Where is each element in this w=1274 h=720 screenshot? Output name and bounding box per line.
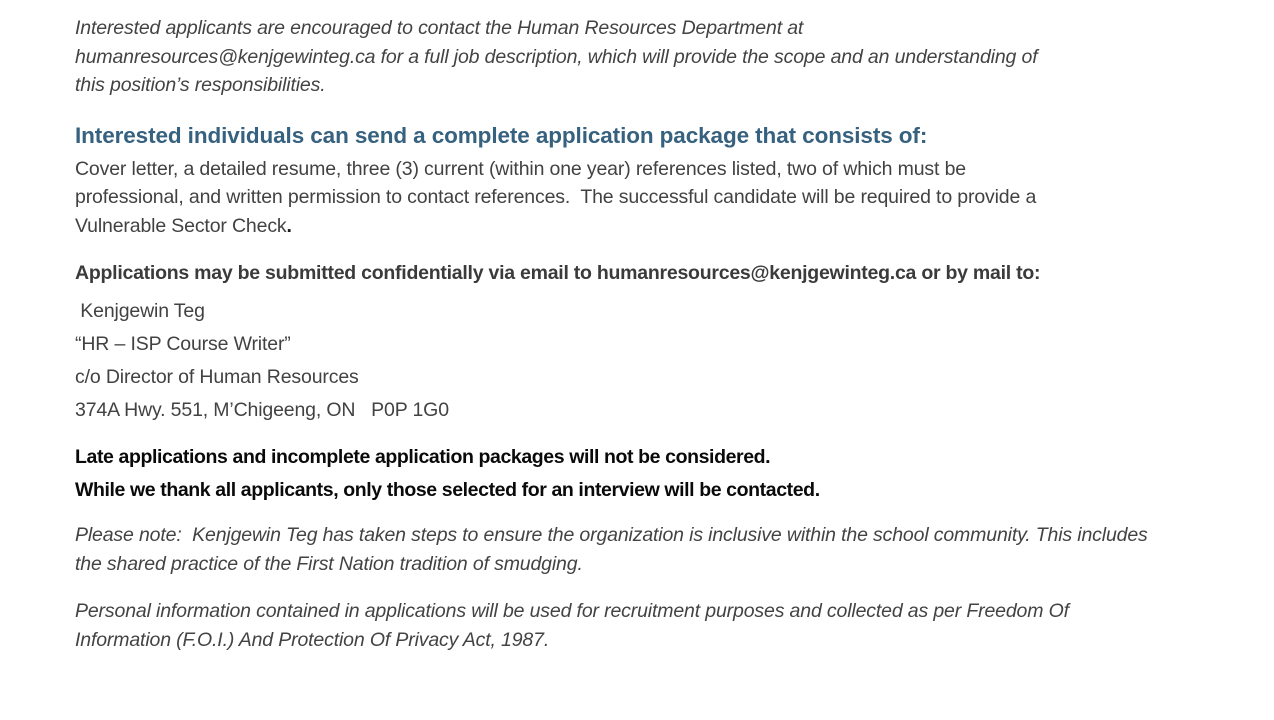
package-line-last [75, 212, 1274, 241]
address-line-organization: Kenjgewin Teg [75, 300, 205, 322]
package-paragraph [75, 155, 1274, 241]
intro-line: Interested applicants are encouraged to contact the Human Resources Department at [75, 17, 804, 39]
notices-block [75, 441, 1274, 507]
smudging-note-paragraph [75, 521, 1274, 579]
intro-line: humanresources@kenjgewinteg.ca for a full job description, which will provide the scope and an understanding of [75, 45, 1038, 68]
late-applications-notice: Late applications and incomplete application packages will not be considered. [75, 446, 771, 468]
address-line-recipient: c/o Director of Human Resources [75, 366, 359, 388]
privacy-line: Personal information contained in applications will be used for recruitment purposes and collected as per Freedom Of [75, 600, 1069, 622]
address-line-position: “HR – ISP Course Writer” [75, 333, 291, 355]
address-line-street: 374A Hwy. 551, M’Chigeeng, ON P0P 1G0 [75, 399, 449, 421]
application-package-heading: Interested individuals can send a complete application package that consists of: [75, 122, 928, 148]
package-line: professional, and written permission to contact references. The successful candidate will be required to provide a [75, 186, 1037, 208]
privacy-paragraph [75, 597, 1274, 655]
package-last-text: Vulnerable Sector Check [75, 214, 287, 237]
intro-paragraph [75, 14, 1274, 100]
interview-selection-notice: While we thank all applicants, only those selected for an interview will be contacted. [75, 479, 820, 501]
note-line: Please note: Kenjgewin Teg has taken steps to ensure the organization is inclusive within the school community. This includes [75, 524, 1148, 546]
intro-line: this position’s responsibilities. [75, 74, 326, 96]
mailing-address-block [75, 295, 1274, 427]
bold-period: . [286, 214, 292, 237]
note-line: the shared practice of the First Nation tradition of smudging. [75, 553, 583, 575]
package-line: Cover letter, a detailed resume, three (3) current (within one year) references listed, two of which must be [75, 157, 966, 180]
privacy-line: Information (F.O.I.) And Protection Of Privacy Act, 1987. [75, 629, 550, 651]
submission-instructions: Applications may be submitted confidentially via email to humanresources@kenjgewinteg.ca or by mail to: [75, 262, 1041, 284]
